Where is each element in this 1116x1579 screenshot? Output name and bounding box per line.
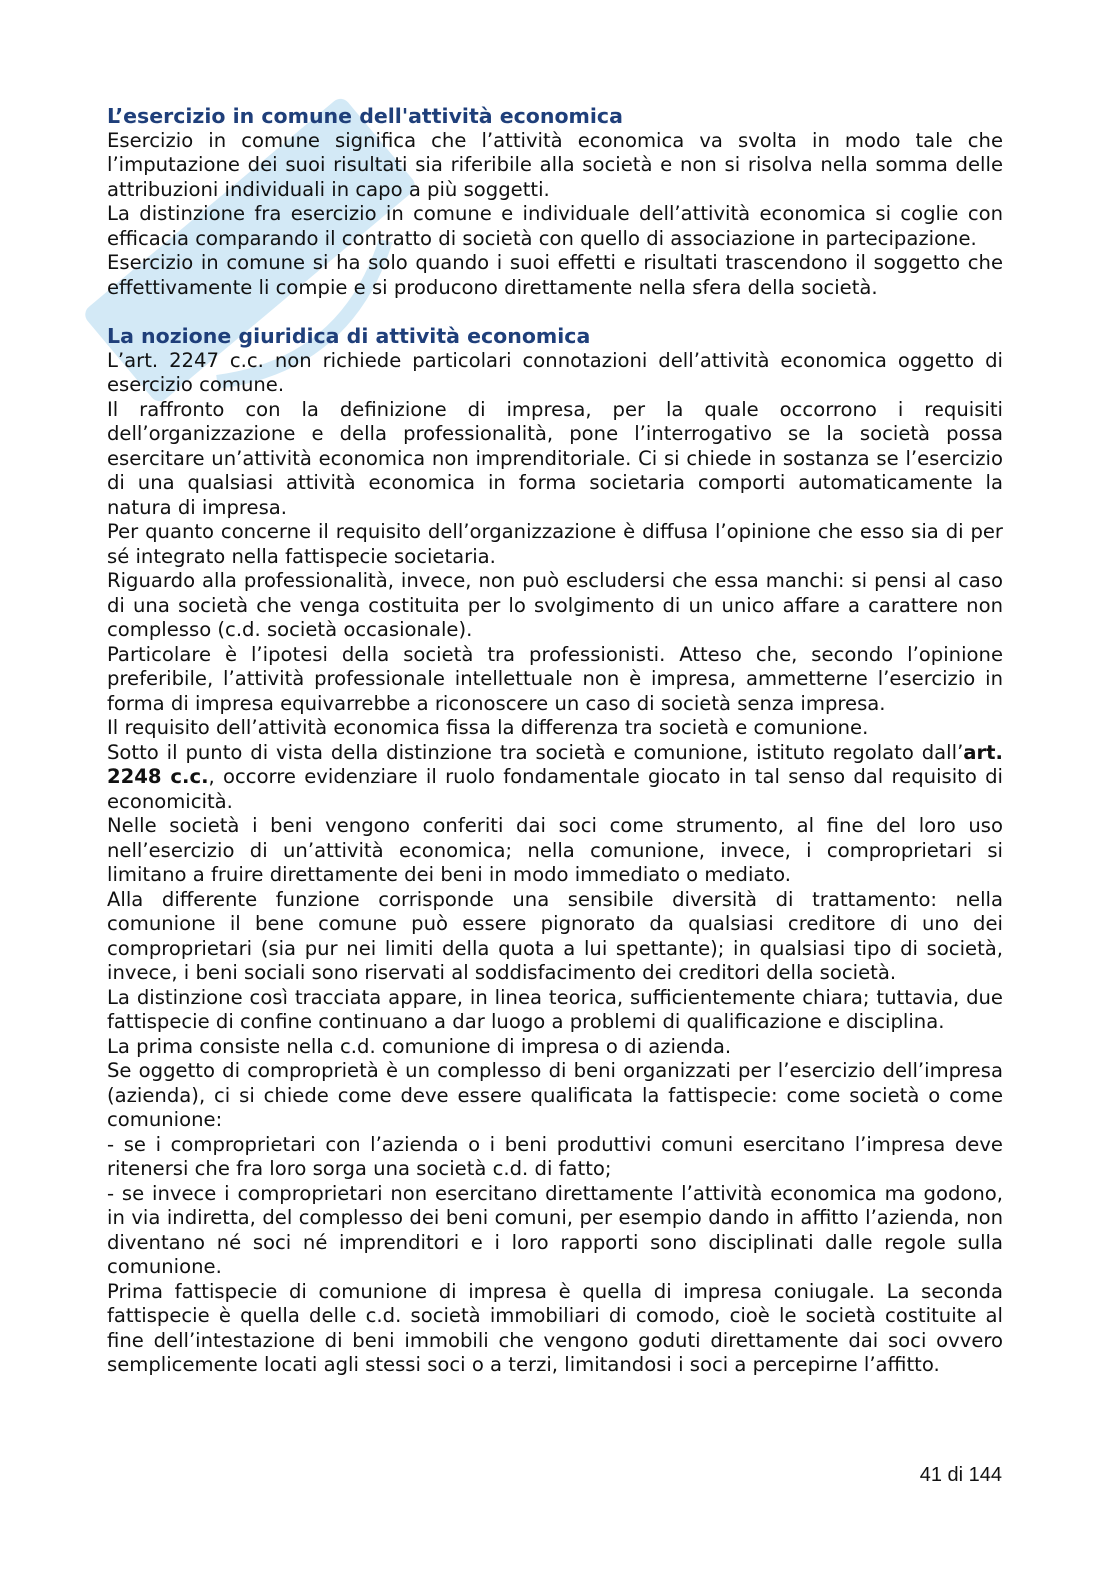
paragraph: Il raffronto con la definizione di impresa, per la quale occorrono i requisiti dell’organizzazione e della professionalità, pone l’interrogativo se la società possa esercitare un’attività economica non imprenditoriale. Ci si chiede in sostanza se l’esercizio di una qualsiasi attività economica in forma societaria comporti automaticamente la natura di impresa.: [107, 397, 1003, 519]
section-gap: [107, 300, 1003, 324]
list-item: - se i comproprietari con l’azienda o i beni produttivi comuni esercitano l’impresa deve ritenersi che fra loro sorga una società c.d. di fatto;: [107, 1132, 1003, 1180]
paragraph: Particolare è l’ipotesi della società tra professionisti. Atteso che, secondo l’opinione preferibile, l’attività professionale intellettuale non è impresa, ammetterne l’esercizio in forma di impresa equivarrebbe a riconoscere un caso di società senza impresa.: [107, 642, 1003, 715]
paragraph: Riguardo alla professionalità, invece, non può escludersi che essa manchi: si pensi al caso di una società che venga costituita per lo svolgimento di un unico affare a carattere non complesso (c.d. società occasionale).: [107, 569, 1003, 641]
paragraph-text: Sotto il punto di vista della distinzione tra società e comunione, istituto regolato dall’: [107, 740, 964, 764]
paragraph-text: , occorre evidenziare il ruolo fondamentale giocato in tal senso dal requisito di economicità.: [107, 765, 1003, 813]
page-content: [107, 104, 1003, 1378]
paragraph: La distinzione fra esercizio in comune e individuale dell’attività economica si coglie con efficacia comparando il contratto di società con quello di associazione in partecipazione.: [107, 202, 1003, 250]
article-citation: art. 2248 c.c.: [107, 740, 1003, 788]
paragraph: Esercizio in comune significa che l’attività economica va svolta in modo tale che l’imputazione dei suoi risultati sia riferibile alla società e non si risolva nella somma delle attribuzioni individuali in capo a più soggetti.: [107, 128, 1003, 201]
section-title: La nozione giuridica di attività economica: [107, 324, 591, 348]
paragraph: La prima consiste nella c.d. comunione di impresa o di azienda.: [107, 1034, 732, 1058]
paragraph: Esercizio in comune si ha solo quando i suoi effetti e risultati trascendono il soggetto che effettivamente li compie e si producono direttamente nella sfera della società.: [107, 251, 1003, 299]
paragraph: Prima fattispecie di comunione di impresa è quella di impresa coniugale. La seconda fattispecie è quella delle c.d. società immobiliari di comodo, cioè le società costituite al fine dell’intestazione di beni immobili che vengono goduti direttamente dai soci ovvero semplicemente locati agli stessi soci o a terzi, limitandosi i soci a percepirne l’affitto.: [107, 1279, 1003, 1376]
paragraph: Nelle società i beni vengono conferiti dai soci come strumento, al fine del loro uso nell’esercizio di un’attività economica; nella comunione, invece, i comproprietari si limitano a fruire direttamente dei beni in modo immediato o mediato.: [107, 814, 1003, 886]
paragraph-with-citation: [107, 741, 1003, 815]
paragraph: Per quanto concerne il requisito dell’organizzazione è diffusa l’opinione che esso sia di per sé integrato nella fattispecie societaria.: [107, 520, 1003, 568]
section-title: L’esercizio in comune dell'attività economica: [107, 104, 623, 128]
paragraph: Alla differente funzione corrisponde una sensibile diversità di trattamento: nella comunione il bene comune può essere pignorato da qualsiasi creditore di uno dei comproprietari (sia pur nei limiti della quota a lui spettante); in qualsiasi tipo di società, invece, i beni sociali sono riservati al soddisfacimento dei creditori della società.: [107, 887, 1003, 984]
list-item: - se invece i comproprietari non esercitano direttamente l’attività economica ma godono, in via indiretta, del complesso dei beni comuni, per esempio dando in affitto l’azienda, non diventano né soci né imprenditori e i loro rapporti sono disciplinati dalle regole sulla comunione.: [107, 1181, 1003, 1278]
paragraph: L’art. 2247 c.c. non richiede particolari connotazioni dell’attività economica oggetto di esercizio comune.: [107, 348, 1003, 396]
paragraph: La distinzione così tracciata appare, in linea teorica, sufficientemente chiara; tuttavia, due fattispecie di confine continuano a dar luogo a problemi di qualificazione e disciplina.: [107, 985, 1003, 1033]
paragraph: Il requisito dell’attività economica fissa la differenza tra società e comunione.: [107, 716, 869, 739]
paragraph: Se oggetto di comproprietà è un complesso di beni organizzati per l’esercizio dell’impresa (azienda), ci si chiede come deve essere qualificata la fattispecie: come società o come comunione:: [107, 1059, 1003, 1131]
page-number: 41 di 144: [919, 1464, 1002, 1486]
